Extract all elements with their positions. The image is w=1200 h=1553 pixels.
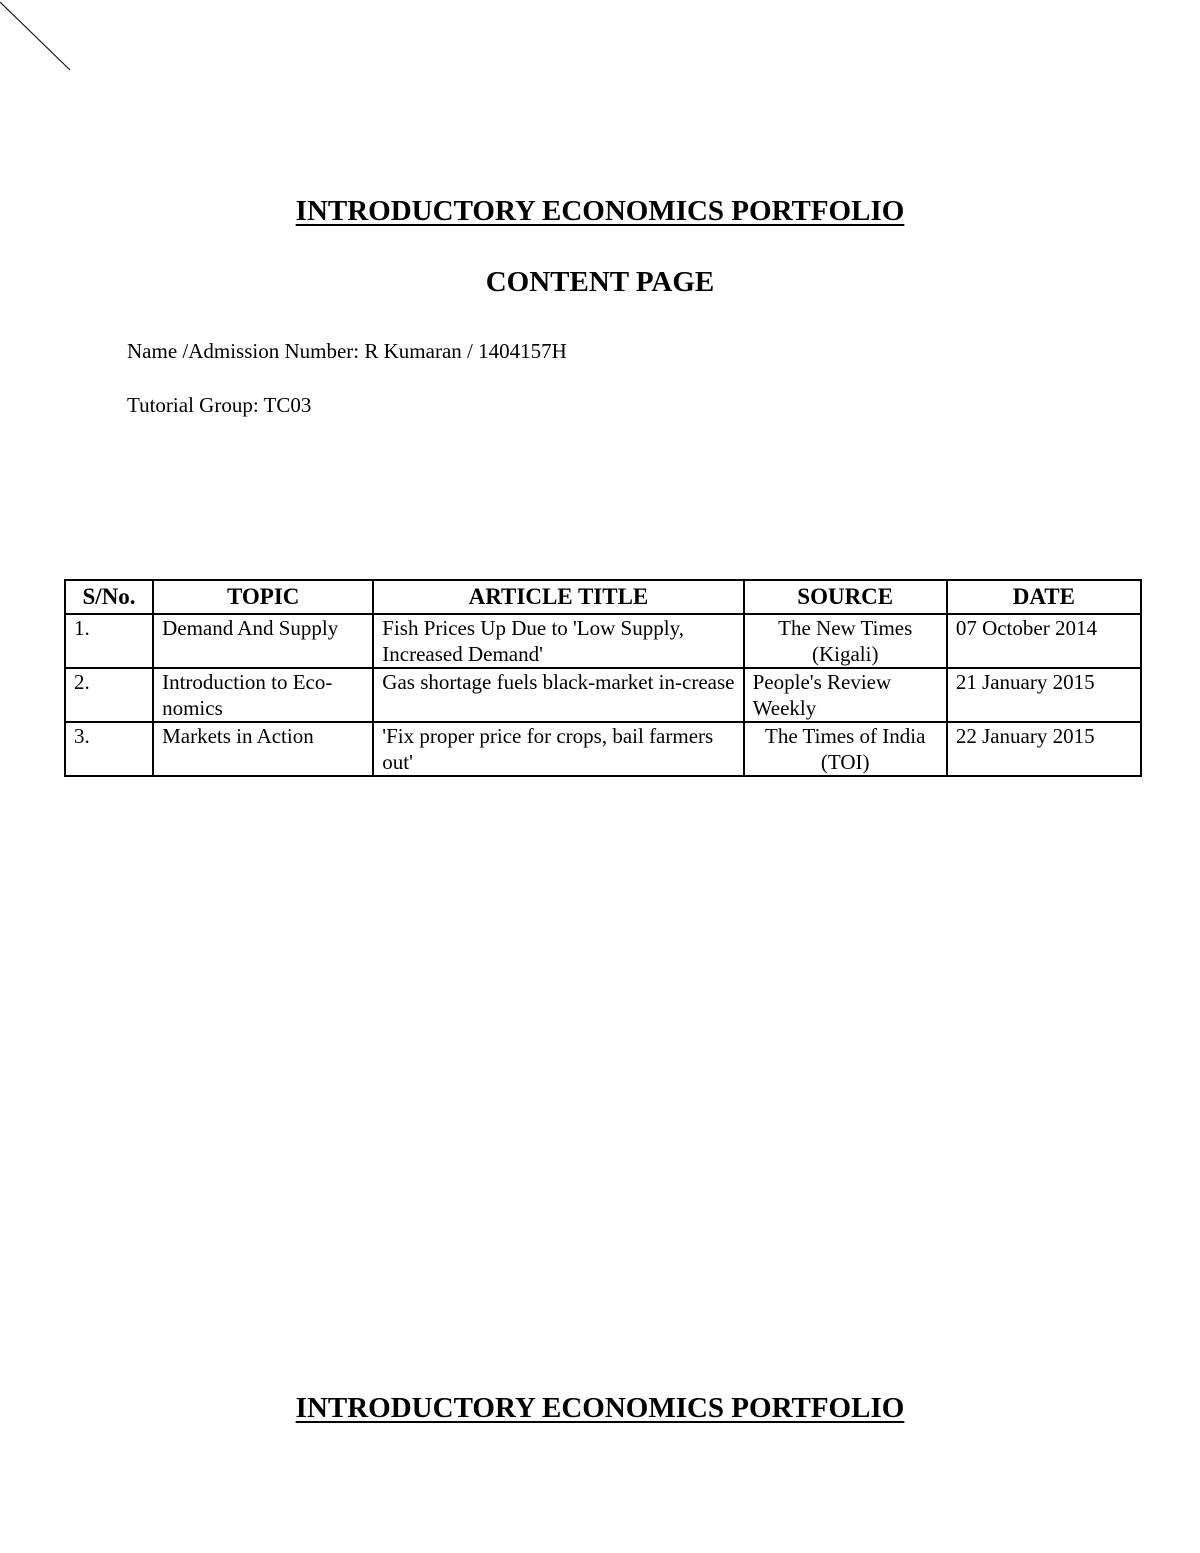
table-row [65, 614, 1141, 668]
cell-topic: Markets in Action [153, 722, 373, 776]
corner-fold-line [0, 0, 80, 80]
header-date: DATE [947, 580, 1141, 614]
table-row [65, 668, 1141, 722]
cell-article-title: 'Fix proper price for crops, bail farmers out' [373, 722, 743, 776]
cell-topic: Demand And Supply [153, 614, 373, 668]
header-source: SOURCE [744, 580, 947, 614]
cell-source: The Times of India (TOI) [744, 722, 947, 776]
cell-sno: 2. [65, 668, 153, 722]
cell-source: People's Review Weekly [744, 668, 947, 722]
document-title: INTRODUCTORY ECONOMICS PORTFOLIO [295, 195, 905, 227]
name-admission-line: Name /Admission Number: R Kumaran / 1404157H [127, 339, 567, 363]
header-article-title: ARTICLE TITLE [373, 580, 743, 614]
cell-date: 07 October 2014 [947, 614, 1141, 668]
table-header-row [65, 580, 1141, 614]
cell-sno: 3. [65, 722, 153, 776]
cell-source: The New Times (Kigali) [744, 614, 947, 668]
header-sno: S/No. [65, 580, 153, 614]
cell-date: 21 January 2015 [947, 668, 1141, 722]
cell-article-title: Gas shortage fuels black-market in-crease [373, 668, 743, 722]
header-topic: TOPIC [153, 580, 373, 614]
cell-sno: 1. [65, 614, 153, 668]
tutorial-group-line: Tutorial Group: TC03 [127, 393, 312, 417]
cell-article-title: Fish Prices Up Due to 'Low Supply, Increased Demand' [373, 614, 743, 668]
footer-document-title: INTRODUCTORY ECONOMICS PORTFOLIO [295, 1392, 905, 1424]
contents-table [64, 579, 1142, 777]
content-page-heading: CONTENT PAGE [485, 266, 715, 298]
cell-topic: Introduction to Eco-nomics [153, 668, 373, 722]
table-row [65, 722, 1141, 776]
cell-date: 22 January 2015 [947, 722, 1141, 776]
